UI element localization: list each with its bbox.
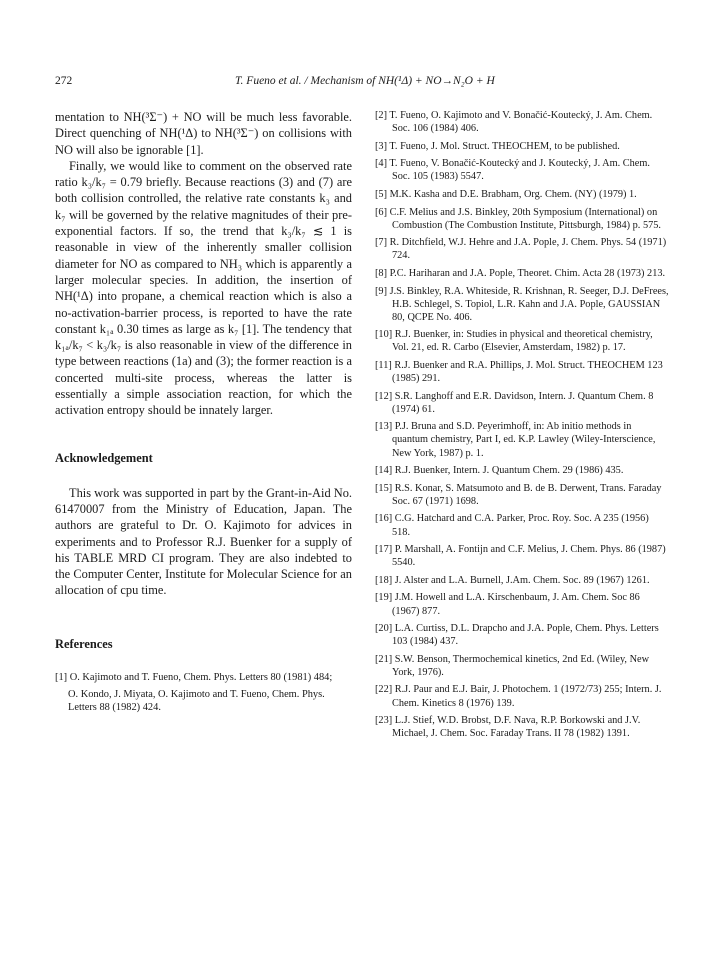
references-heading: References <box>55 636 113 651</box>
reference-item: [4] T. Fueno, V. Bonačić-Koutecký and J. Koutecký, J. Am. Chem. Soc. 105 (1983) 5547. <box>375 158 650 183</box>
reference-item: [19] J.M. Howell and L.A. Kirschenbaum, J. Am. Chem. Soc 86 (1967) 877. <box>375 592 640 617</box>
reference-item: [3] T. Fueno, J. Mol. Struct. THEOCHEM, to be published. <box>375 140 620 152</box>
reference-item: [16] C.G. Hatchard and C.A. Parker, Proc. Roy. Soc. A 235 (1956) 518. <box>375 513 649 538</box>
running-title: T. Fueno et al. / Mechanism of NH(¹Δ) + NO→N₂O + H <box>235 75 495 87</box>
reference-item: [15] R.S. Konar, S. Matsumoto and B. de B. Derwent, Trans. Faraday Soc. 67 (1971) 1698. <box>375 482 662 507</box>
reference-item: [10] R.J. Buenker, in: Studies in physical and theoretical chemistry, Vol. 21, ed. R. Carbo (Elsevier, Amsterdam, 1982) p. 17. <box>375 329 653 354</box>
reference-item: [18] J. Alster and L.A. Burnell, J.Am. Chem. Soc. 89 (1967) 1261. <box>375 574 650 586</box>
reference-item: [6] C.F. Melius and J.S. Binkley, 20th Symposium (International) on Combustion (The Combustion Institute, Pittsburgh, 1984) p. 575. <box>375 206 661 231</box>
body-paragraph-continued: mentation to NH(³Σ⁻) + NO will be much less favorable. Direct quenching of NH(¹Δ) to NH(³Σ⁻) on collisions with NO will also be ignorable [1]. <box>55 110 352 157</box>
left-column <box>55 109 352 719</box>
right-column <box>375 109 669 745</box>
acknowledgement-text: This work was supported in part by the Grant-in-Aid No. 61470007 from the Ministry of Education, Japan. The authors are grateful to Dr. O. Kajimoto for advices in experiments and to Professor R.J. Buenker for a supply of his TABLE MRD CI program. They are also indebted to the Computer Center, Institute for Molecular Science for an allocation of cpu time. <box>55 485 352 598</box>
reference-item: [14] R.J. Buenker, Intern. J. Quantum Chem. 29 (1986) 435. <box>375 465 624 477</box>
reference-item: [20] L.A. Curtiss, D.L. Drapcho and J.A. Pople, Chem. Phys. Letters 103 (1984) 437. <box>375 623 659 648</box>
reference-item: [5] M.K. Kasha and D.E. Brabham, Org. Chem. (NY) (1979) 1. <box>375 188 637 200</box>
body-paragraph-rate-ratio: Finally, we would like to comment on the observed rate ratio k₃/k₇ = 0.79 briefly. Because reactions (3) and (7) are both collision controlled, the relative rate constants k₃ and k₇ will be governed by the relative magnitudes of their pre-exponential factors. If so, the trend that k₃/k₇ ≲ 1 is reasonable in view of the inherently smaller collision diameter for NO as compared to NH₃ which is apparently a larger molecular species. In addition, the insertion of NH(¹Δ) into propane, a chemical reaction which is also a no-activation-barrier process, is reported to have the rate constant k₁ₐ 0.30 times as large as k₇ [1]. The tendency that k₁ₐ/k₇ < k₃/k₇ is also reasonable in view of the difference in type between reactions (1a) and (3); the former reaction is a concerted multi-site process, whereas the latter is essentially a simple association reaction, for which the activation entropy should be innately larger. <box>55 158 352 418</box>
reference-item: [21] S.W. Benson, Thermochemical kinetics, 2nd Ed. (Wiley, New York, 1976). <box>375 653 650 678</box>
reference-item: [8] P.C. Hariharan and J.A. Pople, Theoret. Chim. Acta 28 (1973) 213. <box>375 267 666 279</box>
reference-item: [11] R.J. Buenker and R.A. Phillips, J. Mol. Struct. THEOCHEM 123 (1985) 291. <box>375 360 663 385</box>
page-number: 272 <box>55 75 73 87</box>
page-header <box>55 75 667 93</box>
reference-item-continuation: O. Kondo, J. Miyata, O. Kajimoto and T. Fueno, Chem. Phys. Letters 88 (1982) 424. <box>68 689 325 714</box>
reference-item: [2] T. Fueno, O. Kajimoto and V. Bonačić-Koutecký, J. Am. Chem. Soc. 106 (1984) 406. <box>375 110 653 135</box>
acknowledgement-heading: Acknowledgement <box>55 450 153 465</box>
reference-item: [7] R. Ditchfield, W.J. Hehre and J.A. Pople, J. Chem. Phys. 54 (1971) 724. <box>375 237 667 262</box>
reference-item: [13] P.J. Bruna and S.D. Peyerimhoff, in: Ab initio methods in quantum chemistry, Part I, ed. K.P. Lawley (Wiley-Interscience, New York, 1987) p. 1. <box>375 421 656 459</box>
reference-item: [9] J.S. Binkley, R.A. Whiteside, R. Krishnan, R. Seeger, D.J. DeFrees, H.B. Schlegel, S. Topiol, L.R. Kahn and J.A. Pople, GAUSSIAN 80, QCPE No. 406. <box>375 285 669 323</box>
reference-item: [1] O. Kajimoto and T. Fueno, Chem. Phys. Letters 80 (1981) 484; <box>55 671 333 683</box>
reference-item: [22] R.J. Paur and E.J. Bair, J. Photochem. 1 (1972/73) 255; Intern. J. Chem. Kinetics 8 (1976) 139. <box>375 684 662 709</box>
reference-item: [17] P. Marshall, A. Fontijn and C.F. Melius, J. Chem. Phys. 86 (1987) 5540. <box>375 544 666 569</box>
reference-item: [23] L.J. Stief, W.D. Brobst, D.F. Nava, R.P. Borkowski and J.V. Michael, J. Chem. Soc. Faraday Trans. II 78 (1982) 1391. <box>375 715 641 740</box>
reference-item: [12] S.R. Langhoff and E.R. Davidson, Intern. J. Quantum Chem. 8 (1974) 61. <box>375 390 654 415</box>
